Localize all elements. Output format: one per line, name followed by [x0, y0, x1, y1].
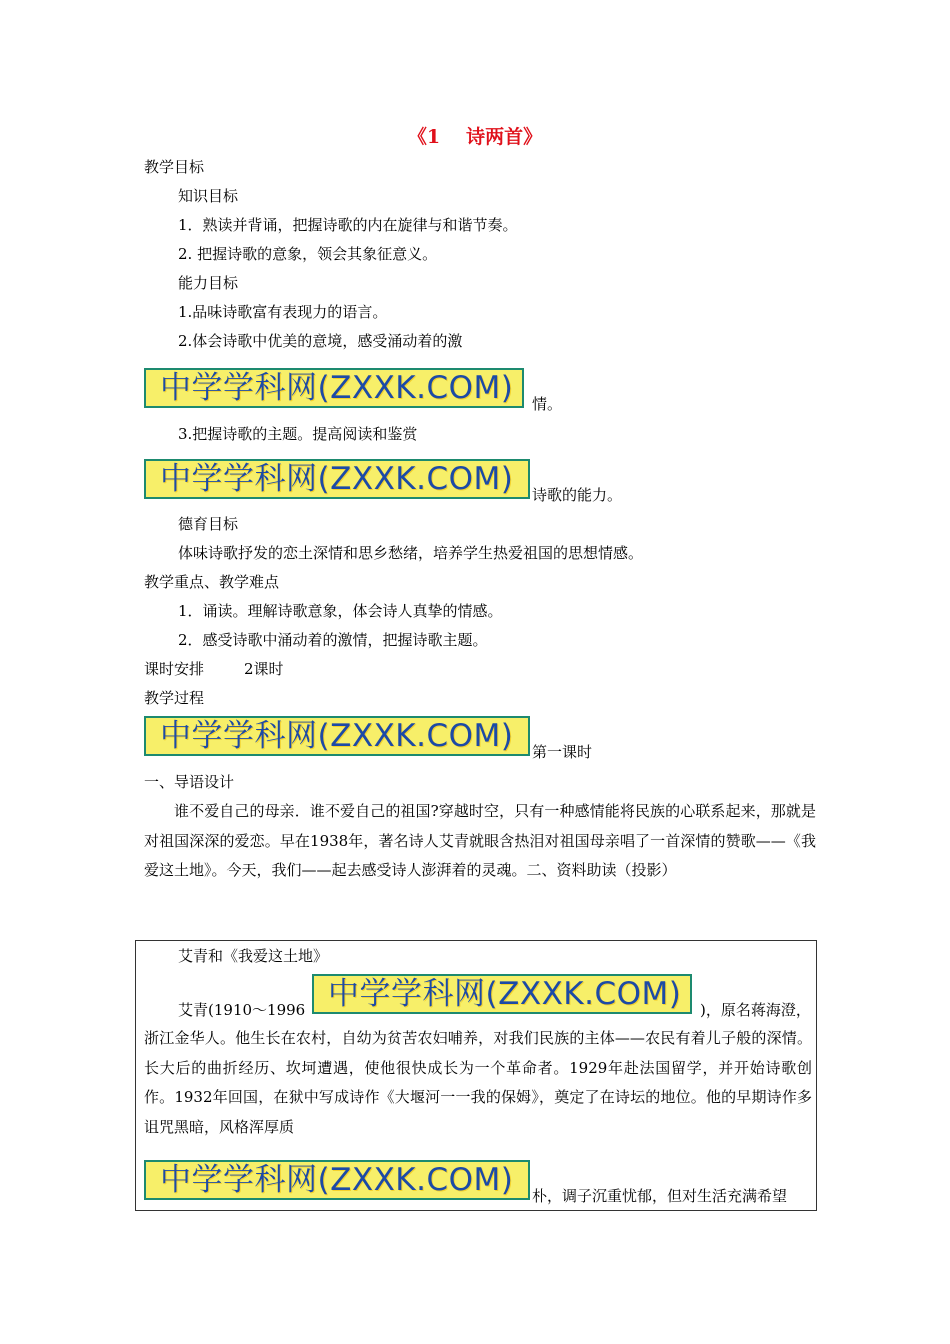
schedule-label: 课时安排: [144, 660, 205, 678]
focus-heading: 教学重点、教学难点: [144, 573, 280, 591]
watermark-logo: 中学学科网(ZXXK.COM): [144, 459, 530, 499]
knowledge-heading: 知识目标: [178, 187, 239, 205]
process-heading: 教学过程: [144, 689, 205, 707]
title-text: 诗两首》: [466, 126, 543, 148]
ability-heading: 能力目标: [178, 274, 239, 292]
intro-heading: 一、导语设计: [144, 773, 235, 791]
box-body: 浙江金华人。他生长在农村，自幼为贫苦农妇哺养，对我们民族的主体——农民有着儿子般的深情。长大后的曲折经历、坎坷遭遇，使他很快成长为一个革命者。1929年赴法国留学，并开始诗歌创作。1932年回国，在狱中写成诗作《大堰河一一我的保姆》，奠定了在诗坛的地位。他的早期诗作多诅咒黑暗，风格浑厚质: [144, 1029, 812, 1136]
intro-paragraph: 谁不爱自己的母亲．谁不爱自己的祖国?穿越时空，只有一种感情能将民族的心联系起来，那就是对祖国深深的爱恋。早在1938年，著名诗人艾青就眼含热泪对祖国母亲唱了一首深情的赞歌——《我爱这土地》。今天，我们——起去感受诗人澎湃着的灵魂。二、资料助读（投影）: [144, 802, 816, 879]
ability-item-3: 3.把握诗歌的主题。提高阅读和鉴赏: [178, 425, 418, 443]
ability-item-2-end: 情。: [532, 395, 563, 413]
knowledge-item-2: 2. 把握诗歌的意象，领会其象征意义。: [178, 245, 438, 263]
schedule-value: 2课时: [244, 660, 284, 678]
box-line1-end: )，原名蒋海澄，: [700, 1001, 811, 1019]
focus-item-1: 1．诵读。理解诗歌意象，体会诗人真挚的情感。: [178, 602, 503, 620]
ability-item-1: 1.品味诗歌富有表现力的语言。: [178, 303, 388, 321]
watermark-logo: 中学学科网(ZXXK.COM): [144, 1160, 530, 1200]
ability-item-2: 2.体会诗歌中优美的意境，感受涌动着的激: [178, 332, 463, 350]
moral-item-1: 体味诗歌抒发的恋土深情和思乡愁绪，培养学生热爱祖国的思想情感。: [178, 544, 644, 562]
box-heading: 艾青和《我爱这土地》: [178, 947, 329, 965]
knowledge-item-1: 1．熟读并背诵，把握诗歌的内在旋律与和谐节奏。: [178, 216, 518, 234]
watermark-logo: 中学学科网(ZXXK.COM): [144, 716, 530, 756]
objectives-heading: 教学目标: [144, 158, 205, 176]
box-last-end: 朴，调子沉重忧郁，但对生活充满希望: [532, 1187, 788, 1205]
watermark-logo: 中学学科网(ZXXK.COM): [312, 974, 692, 1014]
page-title: [0, 124, 950, 150]
box-line1-start: 艾青(1910～1996: [178, 1001, 306, 1019]
focus-item-2: 2．感受诗歌中涌动着的激情，把握诗歌主题。: [178, 631, 488, 649]
title-number: 《1: [407, 126, 441, 148]
moral-heading: 德育目标: [178, 515, 239, 533]
ability-item-3-end: 诗歌的能力。: [532, 486, 623, 504]
lesson-label: 第一课时: [532, 743, 593, 761]
watermark-logo: 中学学科网(ZXXK.COM): [144, 368, 524, 408]
